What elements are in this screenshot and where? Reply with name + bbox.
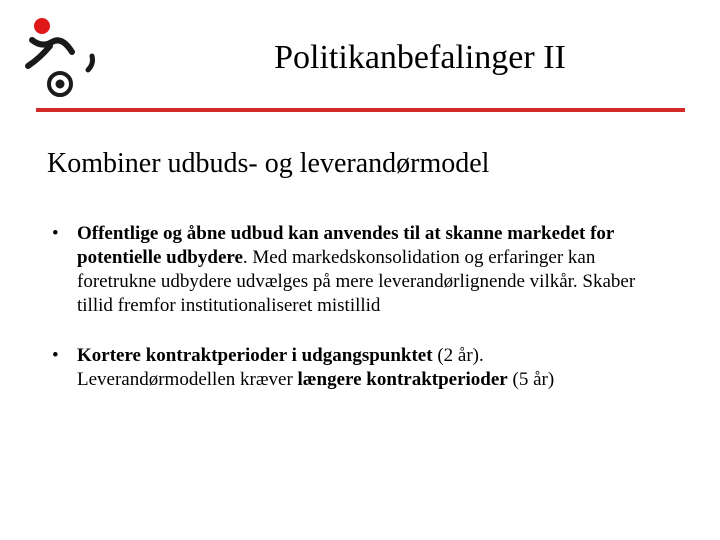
bullet-text: Leverandørmodellen kræver <box>77 369 298 390</box>
bullet-text-bold: Offentlige og åbne udbud kan anvendes til at skanne markedet for <box>77 223 615 244</box>
bullet-line <box>77 246 692 270</box>
bullet-text-bold: potentielle udbydere <box>77 247 243 268</box>
bullet-line <box>77 294 692 318</box>
bullet-marker: • <box>52 345 59 366</box>
logo-target-inner <box>56 80 65 89</box>
bullet-item-1 <box>52 222 692 318</box>
title-divider-rule <box>36 108 685 112</box>
bullet-line <box>77 222 692 246</box>
bullet-text: (2 år). <box>432 345 484 366</box>
bullet-line <box>77 270 692 294</box>
bullet-line <box>77 368 692 392</box>
slide-subtitle: Kombiner udbuds- og leverandørmodel <box>47 148 490 179</box>
logo-red-dot <box>34 18 50 34</box>
bullet-text: tillid fremfor institutionaliseret mistillid <box>77 295 381 316</box>
bullet-text: foretrukne udbydere udvælges på mere leverandørlignende vilkår. Skaber <box>77 271 636 292</box>
logo-hand <box>88 56 93 70</box>
bullet-text: . Med markedskonsolidation og erfaringer kan <box>242 247 596 268</box>
bullet-list <box>52 222 692 392</box>
bullet-text-bold: Kortere kontraktperioder i udgangspunktet <box>77 345 433 366</box>
bullet-line <box>77 344 692 368</box>
bullet-marker: • <box>52 223 59 244</box>
bullet-text-bold: længere kontraktperioder <box>297 369 508 390</box>
bullet-text: (5 år) <box>507 369 555 390</box>
figure-with-red-dot-and-target-logo <box>22 16 102 100</box>
slide-title: Politikanbefalinger II <box>274 39 566 76</box>
bullet-item-2 <box>52 344 692 392</box>
logo-figure-leg <box>28 46 50 66</box>
